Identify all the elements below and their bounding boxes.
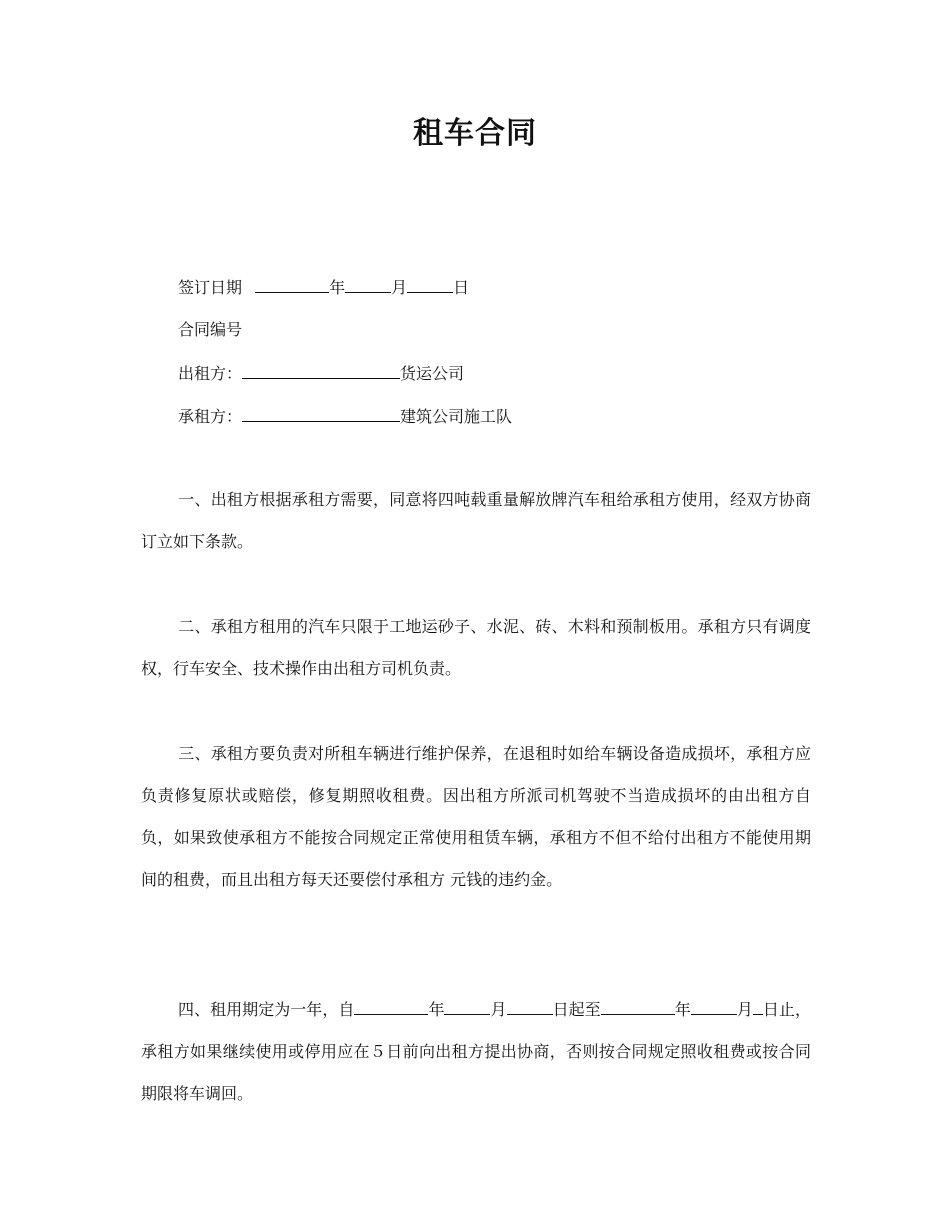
end-day-blank — [753, 997, 763, 1015]
start-year-char: 年 — [428, 1000, 445, 1019]
clause-1 — [141, 479, 811, 563]
day-char: 日 — [453, 278, 470, 297]
clause-4 — [141, 989, 811, 1115]
lessor-blank — [242, 361, 400, 379]
clause-3-text: 三、承租方要负责对所租车辆进行维护保养，在退租时如给车辆设备造成损坏，承租方应负责修复原状或赔偿，修复期照收租费。因出租方所派司机驾驶不当造成损坏的由出租方自负，如果致使承租方不能按合同规定正常使用租赁车辆，承租方不但不给付出租方不能使用期间的租费，而且出租方每天还要偿付承租方 元钱的违约金。 — [141, 744, 811, 889]
lessor-line — [178, 361, 464, 386]
start-day-blank — [507, 997, 553, 1015]
year-char: 年 — [329, 278, 346, 297]
clause-4-prefix: 四、租用期定为一年，自 — [178, 1000, 355, 1019]
sign-year-blank — [255, 275, 329, 293]
contract-no-line — [178, 318, 242, 342]
sign-date-label: 签订日期 — [178, 278, 243, 297]
lessee-suffix: 建筑公司施工队 — [400, 407, 513, 426]
clause-2 — [141, 606, 811, 690]
lessor-label: 出租方： — [178, 364, 243, 383]
start-month-blank — [444, 997, 490, 1015]
end-month-blank — [691, 997, 737, 1015]
start-month-char: 月 — [490, 1000, 507, 1019]
sign-month-blank — [345, 275, 391, 293]
page-title: 租车合同 — [413, 116, 537, 151]
lessee-blank — [242, 404, 400, 422]
lessee-line — [178, 404, 512, 429]
end-year-char: 年 — [674, 1000, 691, 1019]
clause-3 — [141, 733, 811, 901]
clause-4-end-suffix: 日止，承租方如果继续使用或停用应在５日前向出租方提出协商，否则按合同规定照收租费或按合同期限将车调回。 — [141, 1000, 811, 1103]
sign-date-line — [178, 275, 469, 300]
sign-day-blank — [407, 275, 453, 293]
month-char: 月 — [391, 278, 408, 297]
clause-1-text: 一、出租方根据承租方需要，同意将四吨载重量解放牌汽车租给承租方使用，经双方协商订立如下条款。 — [141, 490, 811, 551]
end-month-char: 月 — [736, 1000, 753, 1019]
contract-no-label: 合同编号 — [178, 320, 243, 339]
clause-4-start-suffix: 日起至 — [552, 1000, 601, 1019]
start-year-blank — [354, 997, 428, 1015]
end-year-blank — [601, 997, 675, 1015]
lessor-suffix: 货运公司 — [400, 364, 465, 383]
clause-2-text: 二、承租方租用的汽车只限于工地运砂子、水泥、砖、木料和预制板用。承租方只有调度权，行车安全、技术操作由出租方司机负责。 — [141, 617, 811, 678]
lessee-label: 承租方： — [178, 407, 243, 426]
